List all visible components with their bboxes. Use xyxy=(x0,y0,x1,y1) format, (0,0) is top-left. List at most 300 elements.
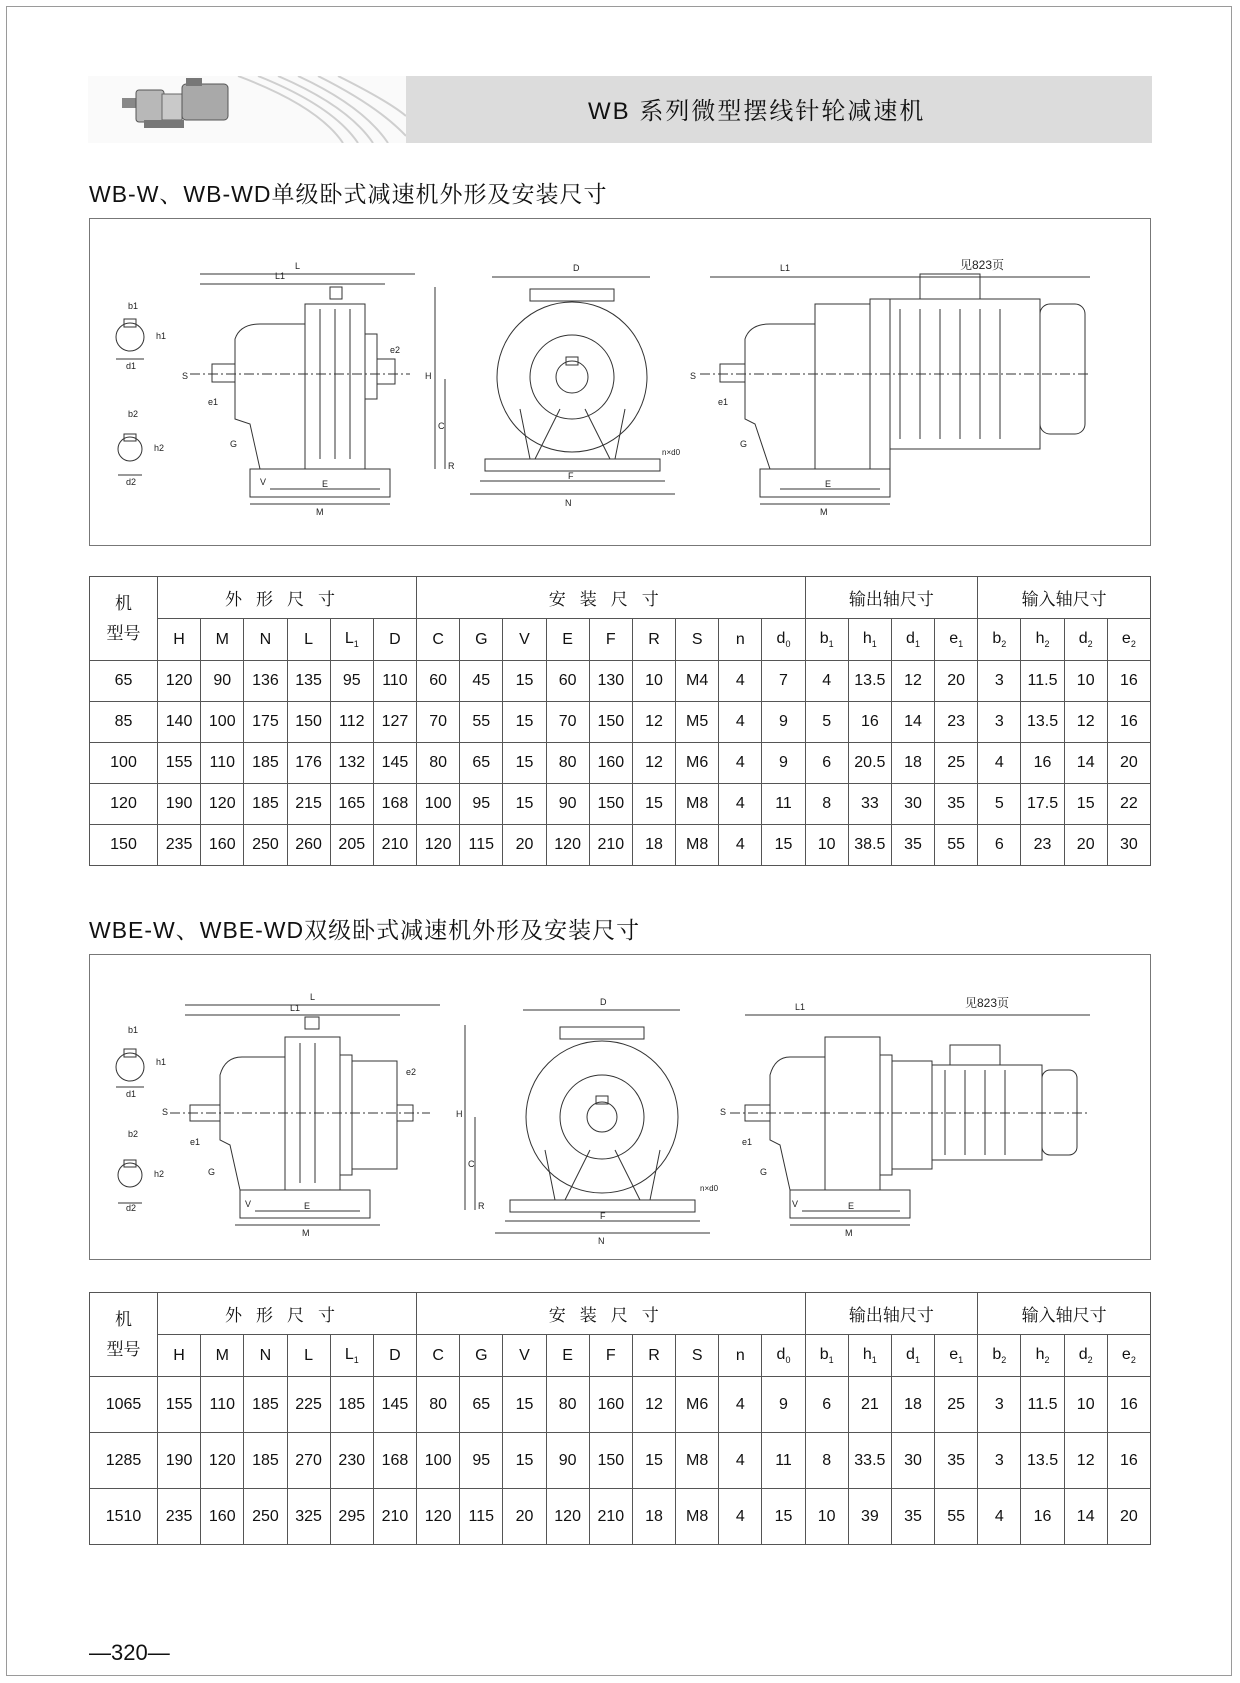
value-cell: 185 xyxy=(330,1377,373,1433)
s2-label-h1: h1 xyxy=(156,1057,167,1067)
value-cell: 260 xyxy=(287,825,330,866)
value-cell: 16 xyxy=(1107,1377,1150,1433)
table-row xyxy=(90,702,1151,743)
table-row xyxy=(90,1489,1151,1545)
s2-label-L: L xyxy=(310,992,316,1002)
value-cell: 30 xyxy=(891,1433,934,1489)
column-header-d1: $d_1$ xyxy=(891,619,934,661)
s1-label-e2: e2 xyxy=(390,345,401,355)
value-cell: 127 xyxy=(373,702,416,743)
s1-group-input-shaft: 输入轴尺寸 xyxy=(978,577,1151,619)
s2-label-e2: e2 xyxy=(406,1067,417,1077)
value-cell: 10 xyxy=(805,1489,848,1545)
model-cell: 85 xyxy=(90,702,158,743)
value-cell: 15 xyxy=(632,1433,675,1489)
s2-group-outline: 外形尺寸 xyxy=(158,1293,417,1335)
value-cell: 15 xyxy=(632,784,675,825)
value-cell: 55 xyxy=(460,702,503,743)
column-header-n: n xyxy=(719,619,762,661)
s1-label-motor-L1: L1 xyxy=(780,263,791,273)
value-cell: 14 xyxy=(1064,743,1107,784)
s2-label-motor-M: M xyxy=(845,1228,853,1238)
value-cell: M8 xyxy=(676,1433,719,1489)
model-cell: 1285 xyxy=(90,1433,158,1489)
value-cell: 11.5 xyxy=(1021,661,1064,702)
value-cell: M4 xyxy=(676,661,719,702)
s2-label-H: H xyxy=(456,1109,463,1119)
model-cell: 1510 xyxy=(90,1489,158,1545)
value-cell: 15 xyxy=(503,702,546,743)
s2-group-output-shaft: 输出轴尺寸 xyxy=(805,1293,978,1335)
s1-group-output-shaft: 输出轴尺寸 xyxy=(805,577,978,619)
value-cell: 95 xyxy=(460,784,503,825)
s2-label-e1: e1 xyxy=(190,1137,201,1147)
value-cell: 235 xyxy=(158,1489,201,1545)
value-cell: 4 xyxy=(719,1489,762,1545)
value-cell: 250 xyxy=(244,1489,287,1545)
column-header-f: F xyxy=(589,1335,632,1377)
value-cell: 4 xyxy=(719,784,762,825)
value-cell: 120 xyxy=(546,825,589,866)
s1-label-R: R xyxy=(448,461,455,471)
value-cell: 3 xyxy=(978,1377,1021,1433)
s2-front-view xyxy=(456,997,719,1246)
column-header-e1: $e_1$ xyxy=(935,1335,978,1377)
value-cell: M6 xyxy=(676,1377,719,1433)
value-cell: 145 xyxy=(373,743,416,784)
s1-label-motor-M: M xyxy=(820,507,828,517)
value-cell: 190 xyxy=(158,1433,201,1489)
value-cell: 150 xyxy=(589,1433,632,1489)
s2-label-nd0: n×d0 xyxy=(700,1184,719,1193)
value-cell: 7 xyxy=(762,661,805,702)
value-cell: 13.5 xyxy=(1021,1433,1064,1489)
column-header-h: H xyxy=(158,1335,201,1377)
value-cell: 9 xyxy=(762,1377,805,1433)
value-cell: 16 xyxy=(1107,1433,1150,1489)
column-header-n: N xyxy=(244,619,287,661)
s1-label-b2: b2 xyxy=(128,409,139,419)
s2-label-motor-E: E xyxy=(848,1201,855,1211)
value-cell: 12 xyxy=(632,702,675,743)
value-cell: 65 xyxy=(460,1377,503,1433)
value-cell: 110 xyxy=(201,743,244,784)
value-cell: 11 xyxy=(762,1433,805,1489)
column-header-d1: $d_1$ xyxy=(891,1335,934,1377)
value-cell: 65 xyxy=(460,743,503,784)
value-cell: 160 xyxy=(589,1377,632,1433)
s1-label-L: L xyxy=(295,261,301,271)
column-header-h2: $h_2$ xyxy=(1021,1335,1064,1377)
s2-label-b1: b1 xyxy=(128,1025,139,1035)
model-cell: 120 xyxy=(90,784,158,825)
s2-model-head: 机 型号 xyxy=(90,1293,158,1377)
value-cell: 110 xyxy=(201,1377,244,1433)
value-cell: 185 xyxy=(244,743,287,784)
s1-label-motor-E: E xyxy=(825,479,832,489)
column-header-r: R xyxy=(632,1335,675,1377)
column-header-d0: $d_0$ xyxy=(762,1335,805,1377)
column-header-b2: $b_2$ xyxy=(978,1335,1021,1377)
s2-label-R: R xyxy=(478,1201,485,1211)
value-cell: 132 xyxy=(330,743,373,784)
section1-drawing xyxy=(89,218,1151,546)
s2-label-d1: d1 xyxy=(126,1089,137,1099)
column-header-m: M xyxy=(201,1335,244,1377)
s1-label-nd0: n×d0 xyxy=(662,448,681,457)
value-cell: 15 xyxy=(503,743,546,784)
value-cell: 210 xyxy=(373,1489,416,1545)
section2-spec-table xyxy=(89,1292,1151,1545)
value-cell: 15 xyxy=(503,1377,546,1433)
value-cell: 4 xyxy=(719,702,762,743)
s2-label-D: D xyxy=(600,997,607,1007)
s1-label-D: D xyxy=(573,263,580,273)
value-cell: 90 xyxy=(201,661,244,702)
s2-group-input-shaft: 输入轴尺寸 xyxy=(978,1293,1151,1335)
value-cell: M5 xyxy=(676,702,719,743)
value-cell: 150 xyxy=(589,784,632,825)
value-cell: 9 xyxy=(762,702,805,743)
s1-label-d2: d2 xyxy=(126,477,137,487)
column-header-e: E xyxy=(546,1335,589,1377)
model-cell: 100 xyxy=(90,743,158,784)
value-cell: 110 xyxy=(373,661,416,702)
value-cell: 120 xyxy=(201,784,244,825)
value-cell: 20 xyxy=(1107,1489,1150,1545)
column-header-l1: $L_1$ xyxy=(330,1335,373,1377)
s1-label-e1: e1 xyxy=(208,397,219,407)
column-header-h1: $h_1$ xyxy=(848,619,891,661)
s1-shaft-detail xyxy=(116,301,166,487)
s1-model-head: 机 型号 xyxy=(90,577,158,661)
column-header-d: D xyxy=(373,1335,416,1377)
value-cell: 11 xyxy=(762,784,805,825)
value-cell: 14 xyxy=(891,702,934,743)
value-cell: 12 xyxy=(1064,702,1107,743)
s1-column-header-row xyxy=(90,619,1151,661)
value-cell: 70 xyxy=(417,702,460,743)
column-header-b1: $b_1$ xyxy=(805,619,848,661)
value-cell: 185 xyxy=(244,784,287,825)
value-cell: 45 xyxy=(460,661,503,702)
column-header-e2: $e_2$ xyxy=(1107,619,1150,661)
column-header-d0: $d_0$ xyxy=(762,619,805,661)
value-cell: 120 xyxy=(546,1489,589,1545)
value-cell: 115 xyxy=(460,825,503,866)
value-cell: M8 xyxy=(676,825,719,866)
value-cell: 15 xyxy=(762,825,805,866)
value-cell: 5 xyxy=(978,784,1021,825)
value-cell: 176 xyxy=(287,743,330,784)
value-cell: 90 xyxy=(546,1433,589,1489)
section2-drawing xyxy=(89,954,1151,1260)
value-cell: 230 xyxy=(330,1433,373,1489)
s2-shaft-detail xyxy=(116,1025,169,1213)
s1-label-h2: h2 xyxy=(154,443,165,453)
s1-side-view xyxy=(182,261,415,517)
value-cell: 140 xyxy=(158,702,201,743)
value-cell: 18 xyxy=(891,1377,934,1433)
value-cell: 21 xyxy=(848,1377,891,1433)
value-cell: 215 xyxy=(287,784,330,825)
s2-group-header-row xyxy=(90,1293,1151,1335)
s2-label-motor-V: V xyxy=(792,1199,799,1209)
column-header-s: S xyxy=(676,1335,719,1377)
column-header-n: N xyxy=(244,1335,287,1377)
value-cell: 23 xyxy=(935,702,978,743)
value-cell: 30 xyxy=(1107,825,1150,866)
s1-table-body xyxy=(90,661,1151,866)
value-cell: 3 xyxy=(978,702,1021,743)
column-header-h: H xyxy=(158,619,201,661)
column-header-d2: $d_2$ xyxy=(1064,1335,1107,1377)
value-cell: 120 xyxy=(417,825,460,866)
value-cell: 16 xyxy=(1107,661,1150,702)
value-cell: 100 xyxy=(417,1433,460,1489)
s1-label-motor-S: S xyxy=(690,371,697,381)
column-header-g: G xyxy=(460,1335,503,1377)
value-cell: 4 xyxy=(805,661,848,702)
s2-label-L1: L1 xyxy=(290,1003,301,1013)
value-cell: 10 xyxy=(632,661,675,702)
value-cell: 22 xyxy=(1107,784,1150,825)
value-cell: 270 xyxy=(287,1433,330,1489)
value-cell: 3 xyxy=(978,661,1021,702)
s2-label-V: V xyxy=(245,1199,252,1209)
value-cell: 80 xyxy=(417,743,460,784)
header-title: WB 系列微型摆线针轮减速机 xyxy=(588,98,926,125)
value-cell: 175 xyxy=(244,702,287,743)
header-product-image xyxy=(88,76,406,143)
s2-group-install: 安装尺寸 xyxy=(417,1293,806,1335)
value-cell: 6 xyxy=(978,825,1021,866)
model-cell: 1065 xyxy=(90,1377,158,1433)
s2-label-motor-S: S xyxy=(720,1107,727,1117)
value-cell: 38.5 xyxy=(848,825,891,866)
value-cell: 100 xyxy=(417,784,460,825)
value-cell: 10 xyxy=(1064,661,1107,702)
value-cell: 12 xyxy=(891,661,934,702)
value-cell: 95 xyxy=(330,661,373,702)
value-cell: 295 xyxy=(330,1489,373,1545)
s2-label-motor-e1: e1 xyxy=(742,1137,753,1147)
s2-motor-view xyxy=(720,996,1090,1238)
value-cell: 20 xyxy=(1107,743,1150,784)
value-cell: 3 xyxy=(978,1433,1021,1489)
s1-group-outline: 外形尺寸 xyxy=(158,577,417,619)
value-cell: 100 xyxy=(201,702,244,743)
value-cell: 33 xyxy=(848,784,891,825)
value-cell: 20 xyxy=(503,825,546,866)
value-cell: 185 xyxy=(244,1433,287,1489)
value-cell: 13.5 xyxy=(848,661,891,702)
value-cell: 130 xyxy=(589,661,632,702)
value-cell: 135 xyxy=(287,661,330,702)
s2-label-b2: b2 xyxy=(128,1129,139,1139)
value-cell: 39 xyxy=(848,1489,891,1545)
value-cell: 12 xyxy=(632,743,675,784)
value-cell: 4 xyxy=(719,825,762,866)
s1-label-E: E xyxy=(322,479,329,489)
table-row xyxy=(90,743,1151,784)
column-header-m: M xyxy=(201,619,244,661)
value-cell: 225 xyxy=(287,1377,330,1433)
table-row xyxy=(90,661,1151,702)
value-cell: 55 xyxy=(935,825,978,866)
value-cell: 55 xyxy=(935,1489,978,1545)
value-cell: 18 xyxy=(632,1489,675,1545)
value-cell: 235 xyxy=(158,825,201,866)
column-header-d2: $d_2$ xyxy=(1064,619,1107,661)
value-cell: 210 xyxy=(589,825,632,866)
value-cell: 35 xyxy=(935,1433,978,1489)
value-cell: 145 xyxy=(373,1377,416,1433)
column-header-c: C xyxy=(417,1335,460,1377)
value-cell: 11.5 xyxy=(1021,1377,1064,1433)
value-cell: 190 xyxy=(158,784,201,825)
value-cell: 25 xyxy=(935,743,978,784)
value-cell: 8 xyxy=(805,1433,848,1489)
table-row xyxy=(90,1377,1151,1433)
value-cell: 4 xyxy=(719,1377,762,1433)
s1-group-header-row xyxy=(90,577,1151,619)
value-cell: 155 xyxy=(158,743,201,784)
value-cell: 112 xyxy=(330,702,373,743)
value-cell: 210 xyxy=(373,825,416,866)
section2-title: WBE-W、WBE-WD双级卧式减速机外形及安装尺寸 xyxy=(89,917,641,943)
value-cell: 10 xyxy=(805,825,848,866)
s2-table-body xyxy=(90,1377,1151,1545)
value-cell: M8 xyxy=(676,784,719,825)
column-header-h2: $h_2$ xyxy=(1021,619,1064,661)
value-cell: 20 xyxy=(1064,825,1107,866)
value-cell: 33.5 xyxy=(848,1433,891,1489)
column-header-b2: $b_2$ xyxy=(978,619,1021,661)
value-cell: 6 xyxy=(805,1377,848,1433)
value-cell: 120 xyxy=(158,661,201,702)
s2-column-header-row xyxy=(90,1335,1151,1377)
section1-title: WB-W、WB-WD单级卧式减速机外形及安装尺寸 xyxy=(89,181,608,207)
s2-label-motor-G: G xyxy=(760,1167,768,1177)
value-cell: 9 xyxy=(762,743,805,784)
s1-label-H: H xyxy=(425,371,432,381)
value-cell: M8 xyxy=(676,1489,719,1545)
column-header-l: L xyxy=(287,1335,330,1377)
value-cell: 20 xyxy=(935,661,978,702)
column-header-l1: $L_1$ xyxy=(330,619,373,661)
value-cell: 4 xyxy=(719,743,762,784)
column-header-e: E xyxy=(546,619,589,661)
s1-label-C: C xyxy=(438,421,445,431)
s1-label-M: M xyxy=(316,507,324,517)
s2-label-E: E xyxy=(304,1201,311,1211)
value-cell: 18 xyxy=(891,743,934,784)
s1-label-b1: b1 xyxy=(128,301,139,311)
column-header-n: n xyxy=(719,1335,762,1377)
value-cell: 4 xyxy=(719,1433,762,1489)
value-cell: 15 xyxy=(503,1433,546,1489)
s1-label-h1: h1 xyxy=(156,331,167,341)
model-cell: 65 xyxy=(90,661,158,702)
value-cell: 35 xyxy=(935,784,978,825)
s1-front-view xyxy=(425,263,681,508)
s1-label-S: S xyxy=(182,371,189,381)
value-cell: 80 xyxy=(546,743,589,784)
value-cell: M6 xyxy=(676,743,719,784)
value-cell: 13.5 xyxy=(1021,702,1064,743)
column-header-h1: $h_1$ xyxy=(848,1335,891,1377)
column-header-f: F xyxy=(589,619,632,661)
column-header-r: R xyxy=(632,619,675,661)
value-cell: 16 xyxy=(1107,702,1150,743)
s2-label-C: C xyxy=(468,1159,475,1169)
value-cell: 15 xyxy=(1064,784,1107,825)
value-cell: 6 xyxy=(805,743,848,784)
value-cell: 90 xyxy=(546,784,589,825)
value-cell: 168 xyxy=(373,1433,416,1489)
value-cell: 10 xyxy=(1064,1377,1107,1433)
s1-label-G: G xyxy=(230,439,238,449)
value-cell: 20 xyxy=(503,1489,546,1545)
s1-group-install: 安装尺寸 xyxy=(417,577,806,619)
value-cell: 136 xyxy=(244,661,287,702)
value-cell: 8 xyxy=(805,784,848,825)
s2-label-M: M xyxy=(302,1228,310,1238)
table-row xyxy=(90,784,1151,825)
value-cell: 165 xyxy=(330,784,373,825)
value-cell: 120 xyxy=(201,1433,244,1489)
s2-label-motor-L1: L1 xyxy=(795,1002,806,1012)
value-cell: 4 xyxy=(978,1489,1021,1545)
s2-label-N: N xyxy=(598,1236,605,1246)
s1-label-d1: d1 xyxy=(126,361,137,371)
value-cell: 15 xyxy=(503,661,546,702)
column-header-d: D xyxy=(373,619,416,661)
value-cell: 60 xyxy=(546,661,589,702)
s1-label-motor-e1: e1 xyxy=(718,397,729,407)
s1-label-V: V xyxy=(260,477,267,487)
value-cell: 150 xyxy=(589,702,632,743)
value-cell: 5 xyxy=(805,702,848,743)
table-row xyxy=(90,1433,1151,1489)
value-cell: 4 xyxy=(719,661,762,702)
column-header-v: V xyxy=(503,1335,546,1377)
s2-label-h2: h2 xyxy=(154,1169,165,1179)
value-cell: 95 xyxy=(460,1433,503,1489)
value-cell: 35 xyxy=(891,825,934,866)
value-cell: 17.5 xyxy=(1021,784,1064,825)
value-cell: 14 xyxy=(1064,1489,1107,1545)
value-cell: 160 xyxy=(201,825,244,866)
s2-label-S: S xyxy=(162,1107,169,1117)
s1-label-see-page: 见823页 xyxy=(960,258,1005,272)
s1-label-F: F xyxy=(568,471,574,481)
value-cell: 20.5 xyxy=(848,743,891,784)
s1-motor-view xyxy=(690,258,1090,517)
model-cell: 150 xyxy=(90,825,158,866)
column-header-v: V xyxy=(503,619,546,661)
table-row xyxy=(90,825,1151,866)
column-header-e2: $e_2$ xyxy=(1107,1335,1150,1377)
value-cell: 150 xyxy=(287,702,330,743)
s2-side-view xyxy=(162,992,440,1238)
value-cell: 25 xyxy=(935,1377,978,1433)
value-cell: 16 xyxy=(1021,743,1064,784)
value-cell: 12 xyxy=(1064,1433,1107,1489)
value-cell: 12 xyxy=(632,1377,675,1433)
value-cell: 16 xyxy=(848,702,891,743)
